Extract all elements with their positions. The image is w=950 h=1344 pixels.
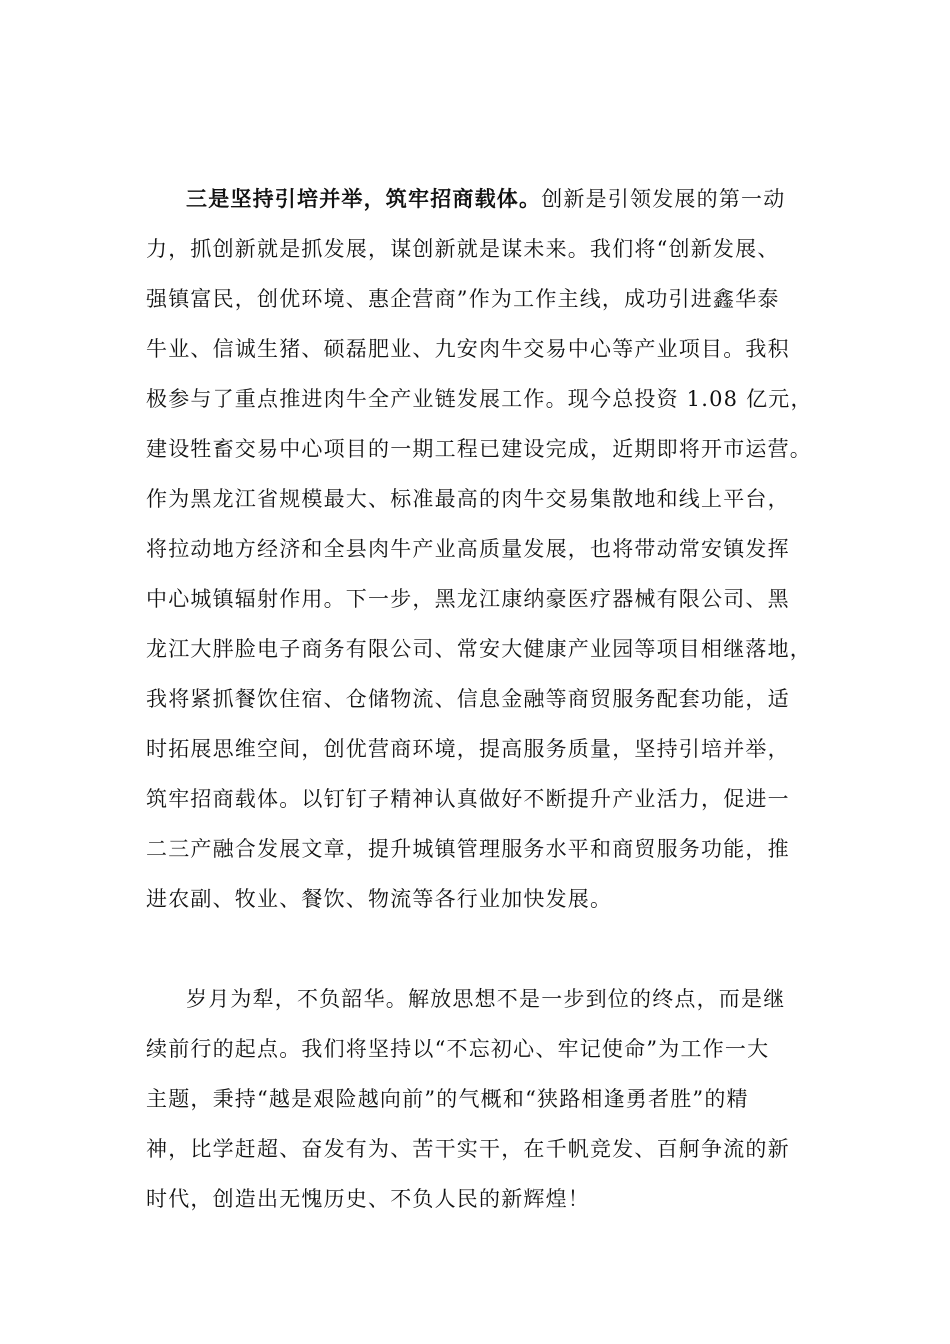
paragraph-line: 筑牢招商载体。以钉钉子精神认真做好不断提升产业活力，促进一 xyxy=(146,787,790,811)
paragraph-line: 龙江大胖脸电子商务有限公司、常安大健康产业园等项目相继落地， xyxy=(146,637,812,661)
paragraph-line: 进农副、牧业、餐饮、物流等各行业加快发展。 xyxy=(146,887,613,911)
paragraph-heading: 三是坚持引培并举，筑牢招商载体。 xyxy=(186,186,542,211)
paragraph-line: 时代，创造出无愧历史、不负人民的新辉煌！ xyxy=(146,1187,590,1211)
paragraph-line: 作为黑龙江省规模最大、标准最高的肉牛交易集散地和线上平台， xyxy=(146,487,790,511)
paragraph-line: 主题，秉持“越是艰险越向前”的气概和“狭路相逢勇者胜”的精 xyxy=(146,1087,749,1111)
paragraph-line: 中心城镇辐射作用。下一步，黑龙江康纳豪医疗器械有限公司、黑 xyxy=(146,587,790,611)
paragraph-line: 建设牲畜交易中心项目的一期工程已建设完成，近期即将开市运营。 xyxy=(146,437,812,461)
paragraph-line: 强镇富民，创优环境、惠企营商”作为工作主线，成功引进鑫华泰 xyxy=(146,287,780,311)
paragraph-line: 我将紧抓餐饮住宿、仓储物流、信息金融等商贸服务配套功能，适 xyxy=(146,687,790,711)
paragraph-text: 创新是引领发展的第一动 xyxy=(541,187,786,211)
paragraph-line: 续前行的起点。我们将坚持以“不忘初心、牢记使命”为工作一大 xyxy=(146,1037,770,1061)
paragraph-line xyxy=(186,184,785,214)
paragraph-line: 时拓展思维空间，创优营商环境，提高服务质量，坚持引培并举， xyxy=(146,737,790,761)
paragraph-line: 牛业、信诚生猪、硕磊肥业、九安肉牛交易中心等产业项目。我积 xyxy=(146,337,790,361)
paragraph-line: 岁月为犁，不负韶华。解放思想不是一步到位的终点，而是继 xyxy=(186,987,786,1011)
paragraph-line: 力，抓创新就是抓发展，谋创新就是谋未来。我们将“创新发展、 xyxy=(146,237,780,261)
paragraph-line: 二三产融合发展文章，提升城镇管理服务水平和商贸服务功能，推 xyxy=(146,837,790,861)
paragraph-line: 极参与了重点推进肉牛全产业链发展工作。现今总投资 1.08 亿元， xyxy=(146,387,813,411)
paragraph-line: 神，比学赶超、奋发有为、苦干实干，在千帆竞发、百舸争流的新 xyxy=(146,1137,790,1161)
paragraph-line: 将拉动地方经济和全县肉牛产业高质量发展，也将带动常安镇发挥 xyxy=(146,537,790,561)
